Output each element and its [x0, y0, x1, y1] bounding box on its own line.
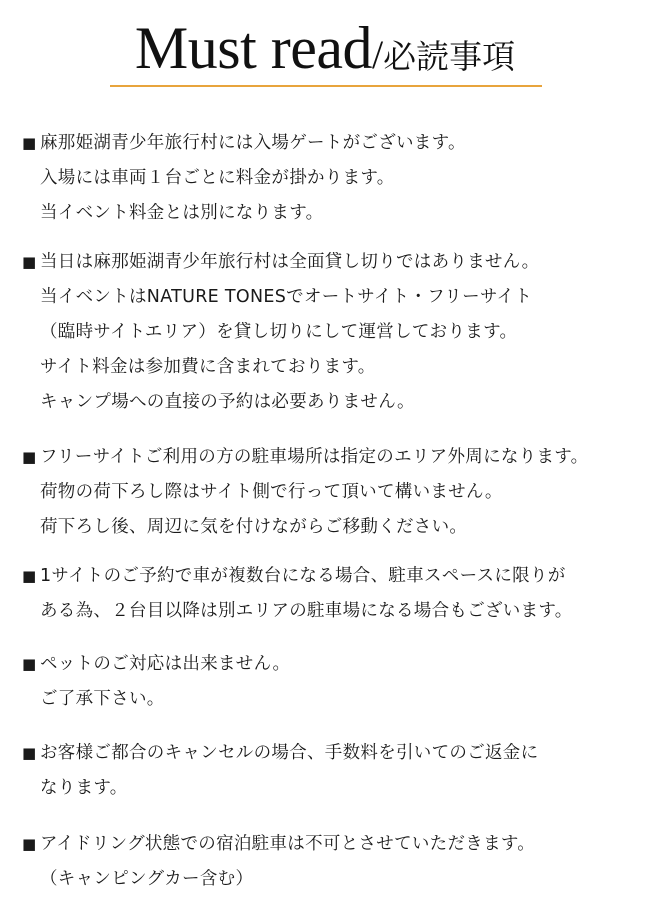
notice-item-multiple-cars [22, 559, 650, 629]
square-bullet-icon: ■ [22, 835, 37, 853]
notice-text: 1サイトのご予約で車が複数台になる場合、駐車スペースに限りが [40, 566, 566, 586]
notice-text: （臨時サイトエリア）を貸し切りにして運営しております。 [40, 322, 518, 342]
notice-text: お客様ご都合のキャンセルの場合、手数料を引いてのご返金に [40, 743, 539, 763]
square-bullet-icon: ■ [22, 134, 37, 152]
notice-text: 麻那姫湖青少年旅行村には入場ゲートがございます。 [40, 133, 466, 153]
title-separator: / [372, 32, 384, 77]
notice-item-parking [22, 440, 650, 545]
square-bullet-icon: ■ [22, 567, 37, 585]
notice-text: 当イベント料金とは別になります。 [40, 203, 324, 223]
notice-text: サイト料金は参加費に含まれております。 [40, 357, 376, 377]
square-bullet-icon: ■ [22, 448, 37, 466]
notice-text: （キャンピングカー含む） [40, 869, 254, 889]
notice-item-pets [22, 647, 650, 717]
notice-text: 入場には車両１台ごとに料金が掛かります。 [40, 168, 395, 188]
title-underline [110, 85, 542, 87]
notice-text: ある為、２台目以降は別エリアの駐車場になる場合もございます。 [40, 601, 573, 621]
notice-item-reservation [22, 245, 650, 420]
page-title-japanese: 必読事項 [383, 37, 516, 76]
notice-list [22, 126, 650, 897]
notice-text: フリーサイトご利用の方の駐車場所は指定のエリア外周になります。 [40, 447, 589, 467]
notice-text: キャンプ場への直接の予約は必要ありません。 [40, 392, 415, 412]
notice-item-gate-fee [22, 126, 650, 231]
square-bullet-icon: ■ [22, 253, 37, 271]
notice-text: 当イベントはNATURE TONESでオートサイト・フリーサイト [40, 287, 533, 307]
square-bullet-icon: ■ [22, 655, 37, 673]
notice-text: アイドリング状態での宿泊駐車は不可とさせていただきます。 [40, 834, 536, 854]
page-header [0, 14, 650, 83]
notice-text: 当日は麻那姫湖青少年旅行村は全面貸し切りではありません。 [40, 252, 540, 272]
notice-text: ご了承下さい。 [40, 689, 165, 709]
notice-item-idling [22, 827, 650, 897]
notice-text: なります。 [40, 778, 128, 798]
square-bullet-icon: ■ [22, 744, 37, 762]
page-title: Must read [134, 15, 372, 81]
notice-text: 荷下ろし後、周辺に気を付けながらご移動ください。 [40, 517, 468, 537]
notice-text: ペットのご対応は出来ません。 [40, 654, 291, 674]
notice-text: 荷物の荷下ろし際はサイト側で行って頂いて構いません。 [40, 482, 503, 502]
notice-item-cancellation [22, 736, 650, 806]
